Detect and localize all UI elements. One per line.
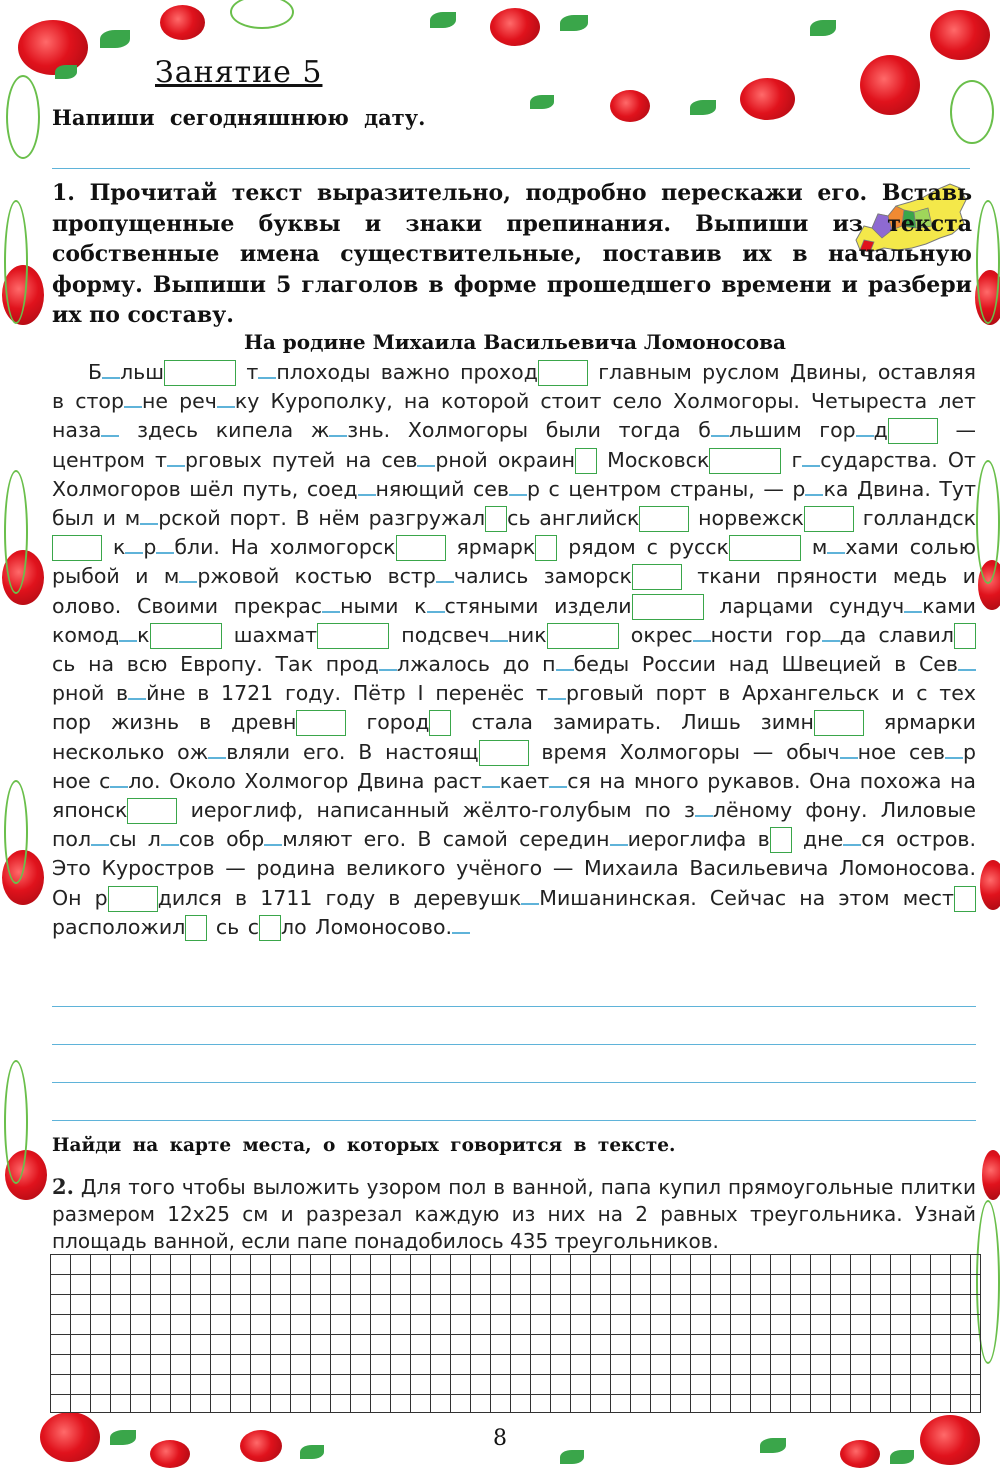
missing-ending-box[interactable] xyxy=(317,623,389,649)
lesson-title: Занятие 5 xyxy=(155,55,323,90)
task1-instructions: 1. Прочитай текст выразительно, подробно перескажи его. Вставь пропущенные буквы и знаки препинания. Выпиши из текста собственные имена существительные, поставив их в начальную форму. Выпиши 5 глаголов в форме прошедшего времени и разбери их по составу. xyxy=(52,180,972,328)
missing-letter-blank[interactable] xyxy=(427,593,445,613)
missing-letter-blank[interactable] xyxy=(521,885,539,905)
missing-ending-box[interactable] xyxy=(639,506,689,532)
find-on-map-prompt: Найди на карте места, о которых говорится в тексте. xyxy=(52,1135,676,1156)
story-text: Б льш т плоходы важно проход главным руслом Двины, оставляя в стор не реч ку Курополку, на которой стоит село Холмогоры. Четыреста лет наза здесь кипела ж знь. Холмогоры были тогда б льшим гор д — центром т рговых путей на сев рной окраин Московск г сударства. От Холмогоров шёл путь, соед няющий сев р с центром страны, — р ка Двина. Тут был и м рской порт. В нём разгружал сь английск норвежск голландск к р бли. На холмогорск ярмарк рядом с русск м хами солью рыбой и м ржовой костью встр чались заморск ткани пряности медь и олово. Своими прекрас ными к стяными издели ларцами сундуч ками комод к шахмат подсвеч ник окрес ности гор да славилсь на всю Европу. Так прод лжалось до п беды России над Швецией в Севрной в йне в 1721 году. Пётр I перенёс т рговый порт в Архангельск и с тех пор жизнь в древн город стала замирать. Лишь зимн ярмарки несколько ож вляли его. В настоящ время Холмогоры — обыч ное сев р ное с ло. Около Холмогор Двина раст кает ся на много рукавов. Она похожа на японск иероглиф, написанный жёлто-голубым по з лёному фону. Лиловые пол сы л сов обр мляют его. В самой середин иероглифа в дне ся остров. Это Куростров — родина великого учёного — Михаила Васильевича Ломоносова. Он р дился в 1711 году в деревушк Мишанинская. Сейчас на этом мест расположил сь с ло Ломоносово. xyxy=(52,360,977,939)
missing-letter-blank[interactable] xyxy=(695,797,713,817)
answer-line-2[interactable] xyxy=(52,1044,976,1045)
missing-letter-blank[interactable] xyxy=(179,563,197,583)
missing-ending-box[interactable] xyxy=(150,623,222,649)
missing-letter-blank[interactable] xyxy=(358,476,376,496)
missing-letter-blank[interactable] xyxy=(904,593,922,613)
missing-letter-blank[interactable] xyxy=(556,651,574,671)
date-answer-line[interactable] xyxy=(52,168,970,169)
missing-letter-blank[interactable] xyxy=(156,534,174,554)
missing-letter-blank[interactable] xyxy=(945,739,963,759)
text-title: На родине Михаила Васильевича Ломоносова xyxy=(243,330,786,354)
missing-letter-blank[interactable] xyxy=(379,651,397,671)
missing-letter-blank[interactable] xyxy=(140,505,158,525)
missing-letter-blank[interactable] xyxy=(711,417,729,437)
answer-line-4[interactable] xyxy=(52,1120,976,1121)
missing-letter-blank[interactable] xyxy=(509,476,527,496)
missing-ending-box[interactable] xyxy=(888,418,938,444)
missing-ending-box[interactable] xyxy=(709,448,781,474)
missing-letter-blank[interactable] xyxy=(548,680,566,700)
missing-ending-box[interactable] xyxy=(52,535,102,561)
missing-ending-box[interactable] xyxy=(259,915,281,941)
missing-letter-blank[interactable] xyxy=(843,826,861,846)
answer-line-1[interactable] xyxy=(52,1006,976,1007)
task2-text: Для того чтобы выложить узором пол в ванной, папа купил прямоугольные плитки размером 12x25 см и разрезал каждую из них на 2 равных треугольника. Узнай площадь ванной, если папе понадобилось 435 треугольников. xyxy=(52,1175,976,1253)
missing-letter-blank[interactable] xyxy=(329,417,347,437)
task2-number: 2. xyxy=(52,1174,74,1199)
missing-letter-blank[interactable] xyxy=(101,417,119,437)
missing-ending-box[interactable] xyxy=(814,710,864,736)
missing-letter-blank[interactable] xyxy=(610,826,628,846)
missing-letter-blank[interactable] xyxy=(110,768,128,788)
missing-ending-box[interactable] xyxy=(547,623,619,649)
missing-ending-box[interactable] xyxy=(296,710,346,736)
missing-ending-box[interactable] xyxy=(535,535,557,561)
task2 xyxy=(52,1173,976,1255)
missing-letter-blank[interactable] xyxy=(417,447,435,467)
missing-letter-blank[interactable] xyxy=(167,447,185,467)
missing-letter-blank[interactable] xyxy=(91,826,109,846)
missing-letter-blank[interactable] xyxy=(128,680,146,700)
missing-letter-blank[interactable] xyxy=(452,914,470,934)
date-prompt: Напиши сегодняшнюю дату. xyxy=(52,105,426,130)
missing-ending-box[interactable] xyxy=(575,448,597,474)
page-number: 8 xyxy=(493,1426,507,1451)
missing-ending-box[interactable] xyxy=(485,506,507,532)
missing-ending-box[interactable] xyxy=(632,564,682,590)
missing-letter-blank[interactable] xyxy=(840,739,858,759)
missing-letter-blank[interactable] xyxy=(958,651,976,671)
missing-ending-box[interactable] xyxy=(804,506,854,532)
missing-letter-blank[interactable] xyxy=(822,622,840,642)
missing-ending-box[interactable] xyxy=(954,623,976,649)
missing-letter-blank[interactable] xyxy=(482,768,500,788)
missing-ending-box[interactable] xyxy=(954,886,976,912)
answer-line-3[interactable] xyxy=(52,1082,976,1083)
missing-letter-blank[interactable] xyxy=(827,534,845,554)
missing-letter-blank[interactable] xyxy=(856,417,874,437)
missing-ending-box[interactable] xyxy=(632,594,704,620)
missing-ending-box[interactable] xyxy=(770,827,792,853)
missing-letter-blank[interactable] xyxy=(125,534,143,554)
missing-letter-blank[interactable] xyxy=(258,359,276,379)
missing-ending-box[interactable] xyxy=(396,535,446,561)
missing-ending-box[interactable] xyxy=(479,740,529,766)
missing-letter-blank[interactable] xyxy=(805,476,823,496)
missing-letter-blank[interactable] xyxy=(322,593,340,613)
missing-letter-blank[interactable] xyxy=(264,826,282,846)
missing-letter-blank[interactable] xyxy=(693,622,711,642)
missing-ending-box[interactable] xyxy=(185,915,207,941)
missing-ending-box[interactable] xyxy=(127,798,177,824)
missing-letter-blank[interactable] xyxy=(124,388,142,408)
missing-letter-blank[interactable] xyxy=(102,359,120,379)
missing-letter-blank[interactable] xyxy=(161,826,179,846)
missing-letter-blank[interactable] xyxy=(490,622,508,642)
missing-letter-blank[interactable] xyxy=(217,388,235,408)
missing-ending-box[interactable] xyxy=(729,535,801,561)
missing-letter-blank[interactable] xyxy=(549,768,567,788)
graph-paper-grid[interactable] xyxy=(50,1254,981,1413)
missing-letter-blank[interactable] xyxy=(208,739,226,759)
missing-letter-blank[interactable] xyxy=(119,622,137,642)
missing-ending-box[interactable] xyxy=(538,360,588,386)
missing-ending-box[interactable] xyxy=(429,710,451,736)
missing-ending-box[interactable] xyxy=(108,886,158,912)
missing-letter-blank[interactable] xyxy=(802,447,820,467)
missing-letter-blank[interactable] xyxy=(436,563,454,583)
missing-ending-box[interactable] xyxy=(164,360,236,386)
